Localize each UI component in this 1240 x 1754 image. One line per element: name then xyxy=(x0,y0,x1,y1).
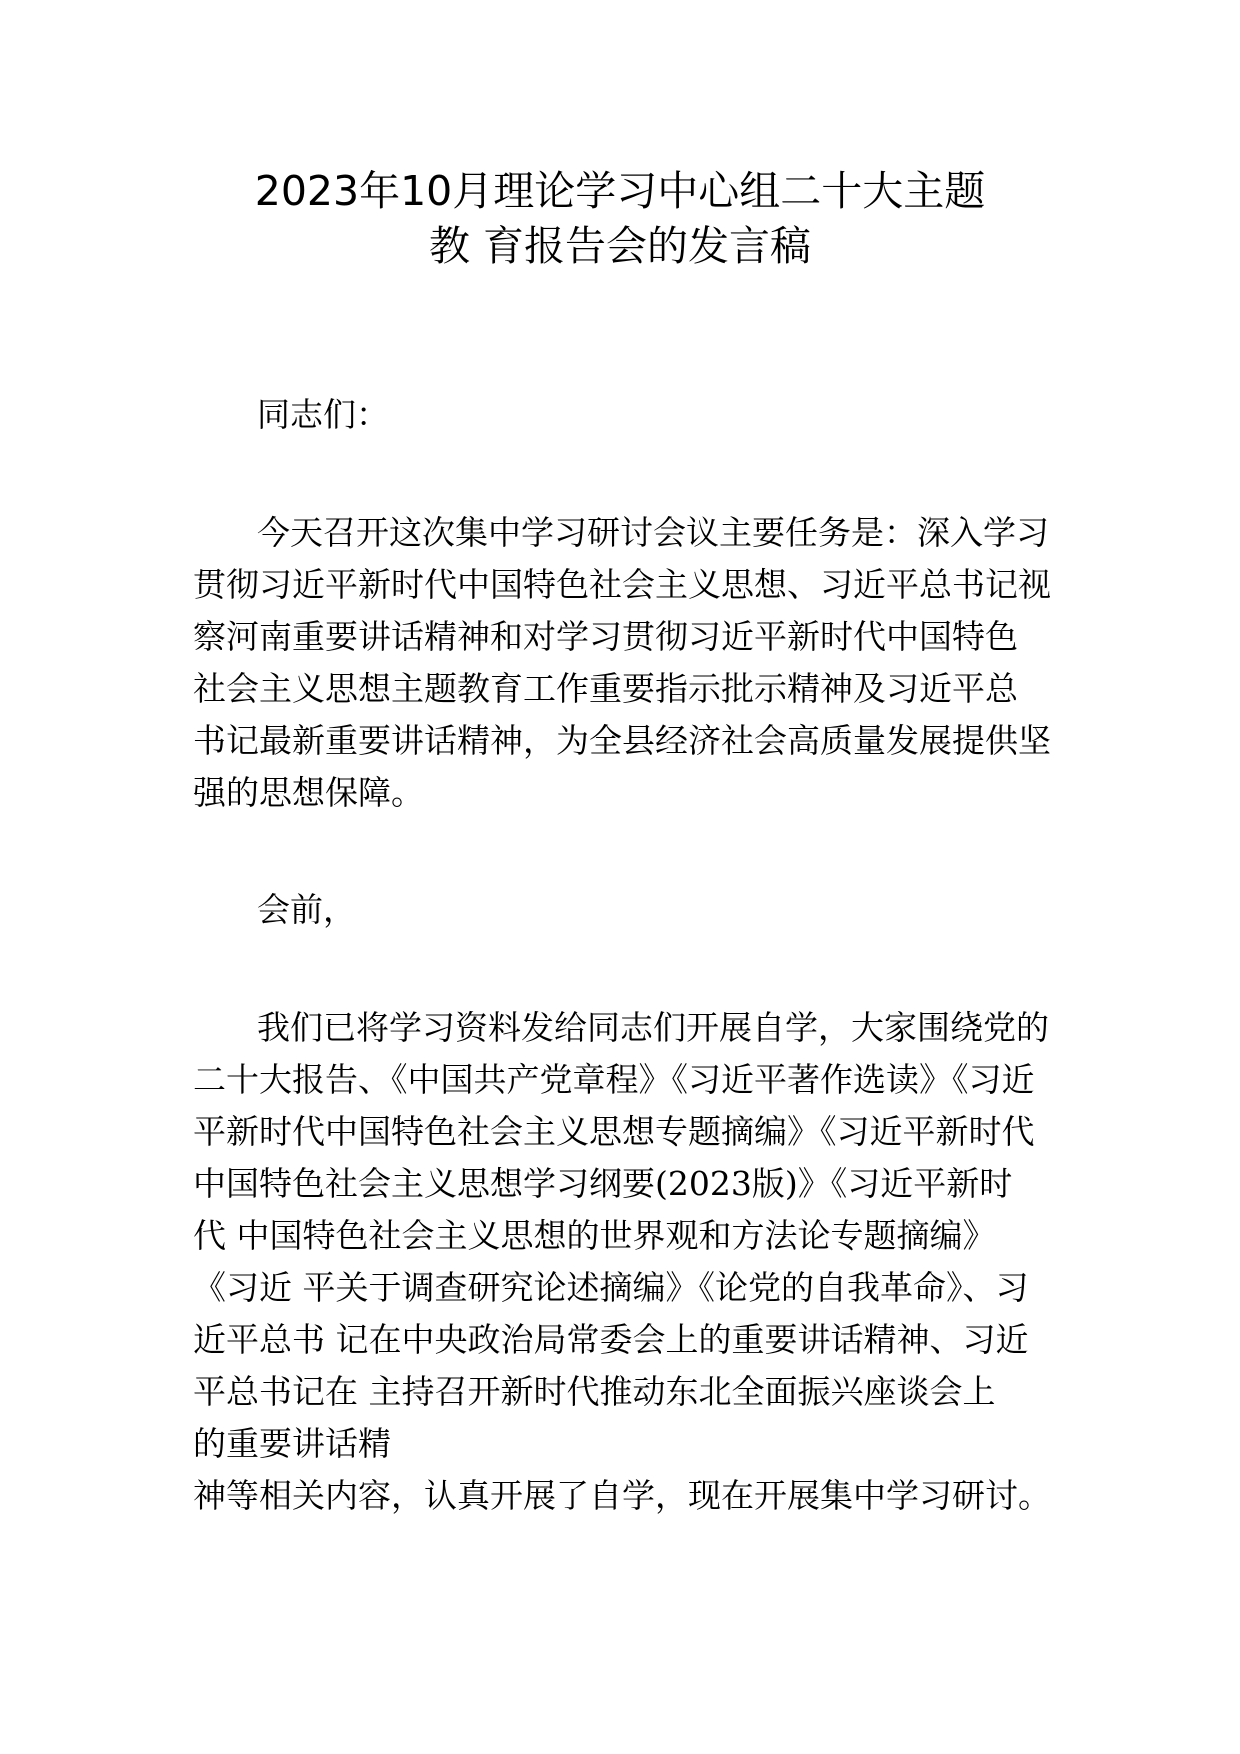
paragraph-1-line: 强的思想保障。 xyxy=(193,773,424,812)
paragraph-3-line: 《习近 平关于调查研究论述摘编》《论党的自我革命》、习 xyxy=(193,1268,1029,1307)
paragraph-3-line: 代 中国特色社会主义思想的世界观和方法论专题摘编》 xyxy=(193,1216,996,1255)
paragraph-3-line: 的重要讲话精 xyxy=(193,1424,391,1463)
paragraph-2: 会前， xyxy=(257,890,356,929)
paragraph-3-line: 二十大报告、《中国共产党章程》《习近平著作选读》《习近 xyxy=(193,1060,1035,1099)
document-title-line-2: 教 育报告会的发言稿 xyxy=(428,222,812,270)
paragraph-1-line: 贯彻习近平新时代中国特色社会主义思想、习近平总书记视 xyxy=(193,565,1051,604)
paragraph-3-line: 近平总书 记在中央政治局常委会上的重要讲话精神、习近 xyxy=(193,1320,1029,1359)
paragraph-1-line: 社会主义思想主题教育工作重要指示批示精神及习近平总 xyxy=(193,669,1018,708)
paragraph-3-line: 神等相关内容，认真开展了自学，现在开展集中学习研讨。 xyxy=(193,1476,1051,1515)
paragraph-3-line: 平总书记在 主持召开新时代推动东北全面振兴座谈会上 xyxy=(193,1372,996,1411)
paragraph-1-line: 察河南重要讲话精神和对学习贯彻习近平新时代中国特色 xyxy=(193,617,1018,656)
paragraph-3-line: 平新时代中国特色社会主义思想专题摘编》《习近平新时代 xyxy=(193,1112,1035,1151)
paragraph-1-line: 书记最新重要讲话精神，为全县经济社会高质量发展提供坚 xyxy=(193,721,1051,760)
document-title-line-1: 2023年10月理论学习中心组二十大主题 xyxy=(254,167,986,215)
paragraph-3-line: 我们已将学习资料发给同志们开展自学，大家围绕党的 xyxy=(257,1008,1049,1047)
paragraph-1-line: 今天召开这次集中学习研讨会议主要任务是：深入学习 xyxy=(257,513,1049,552)
paragraph-3-line: 中国特色社会主义思想学习纲要(2023版)》《习近平新时 xyxy=(193,1164,1013,1203)
greeting: 同志们： xyxy=(257,395,389,434)
